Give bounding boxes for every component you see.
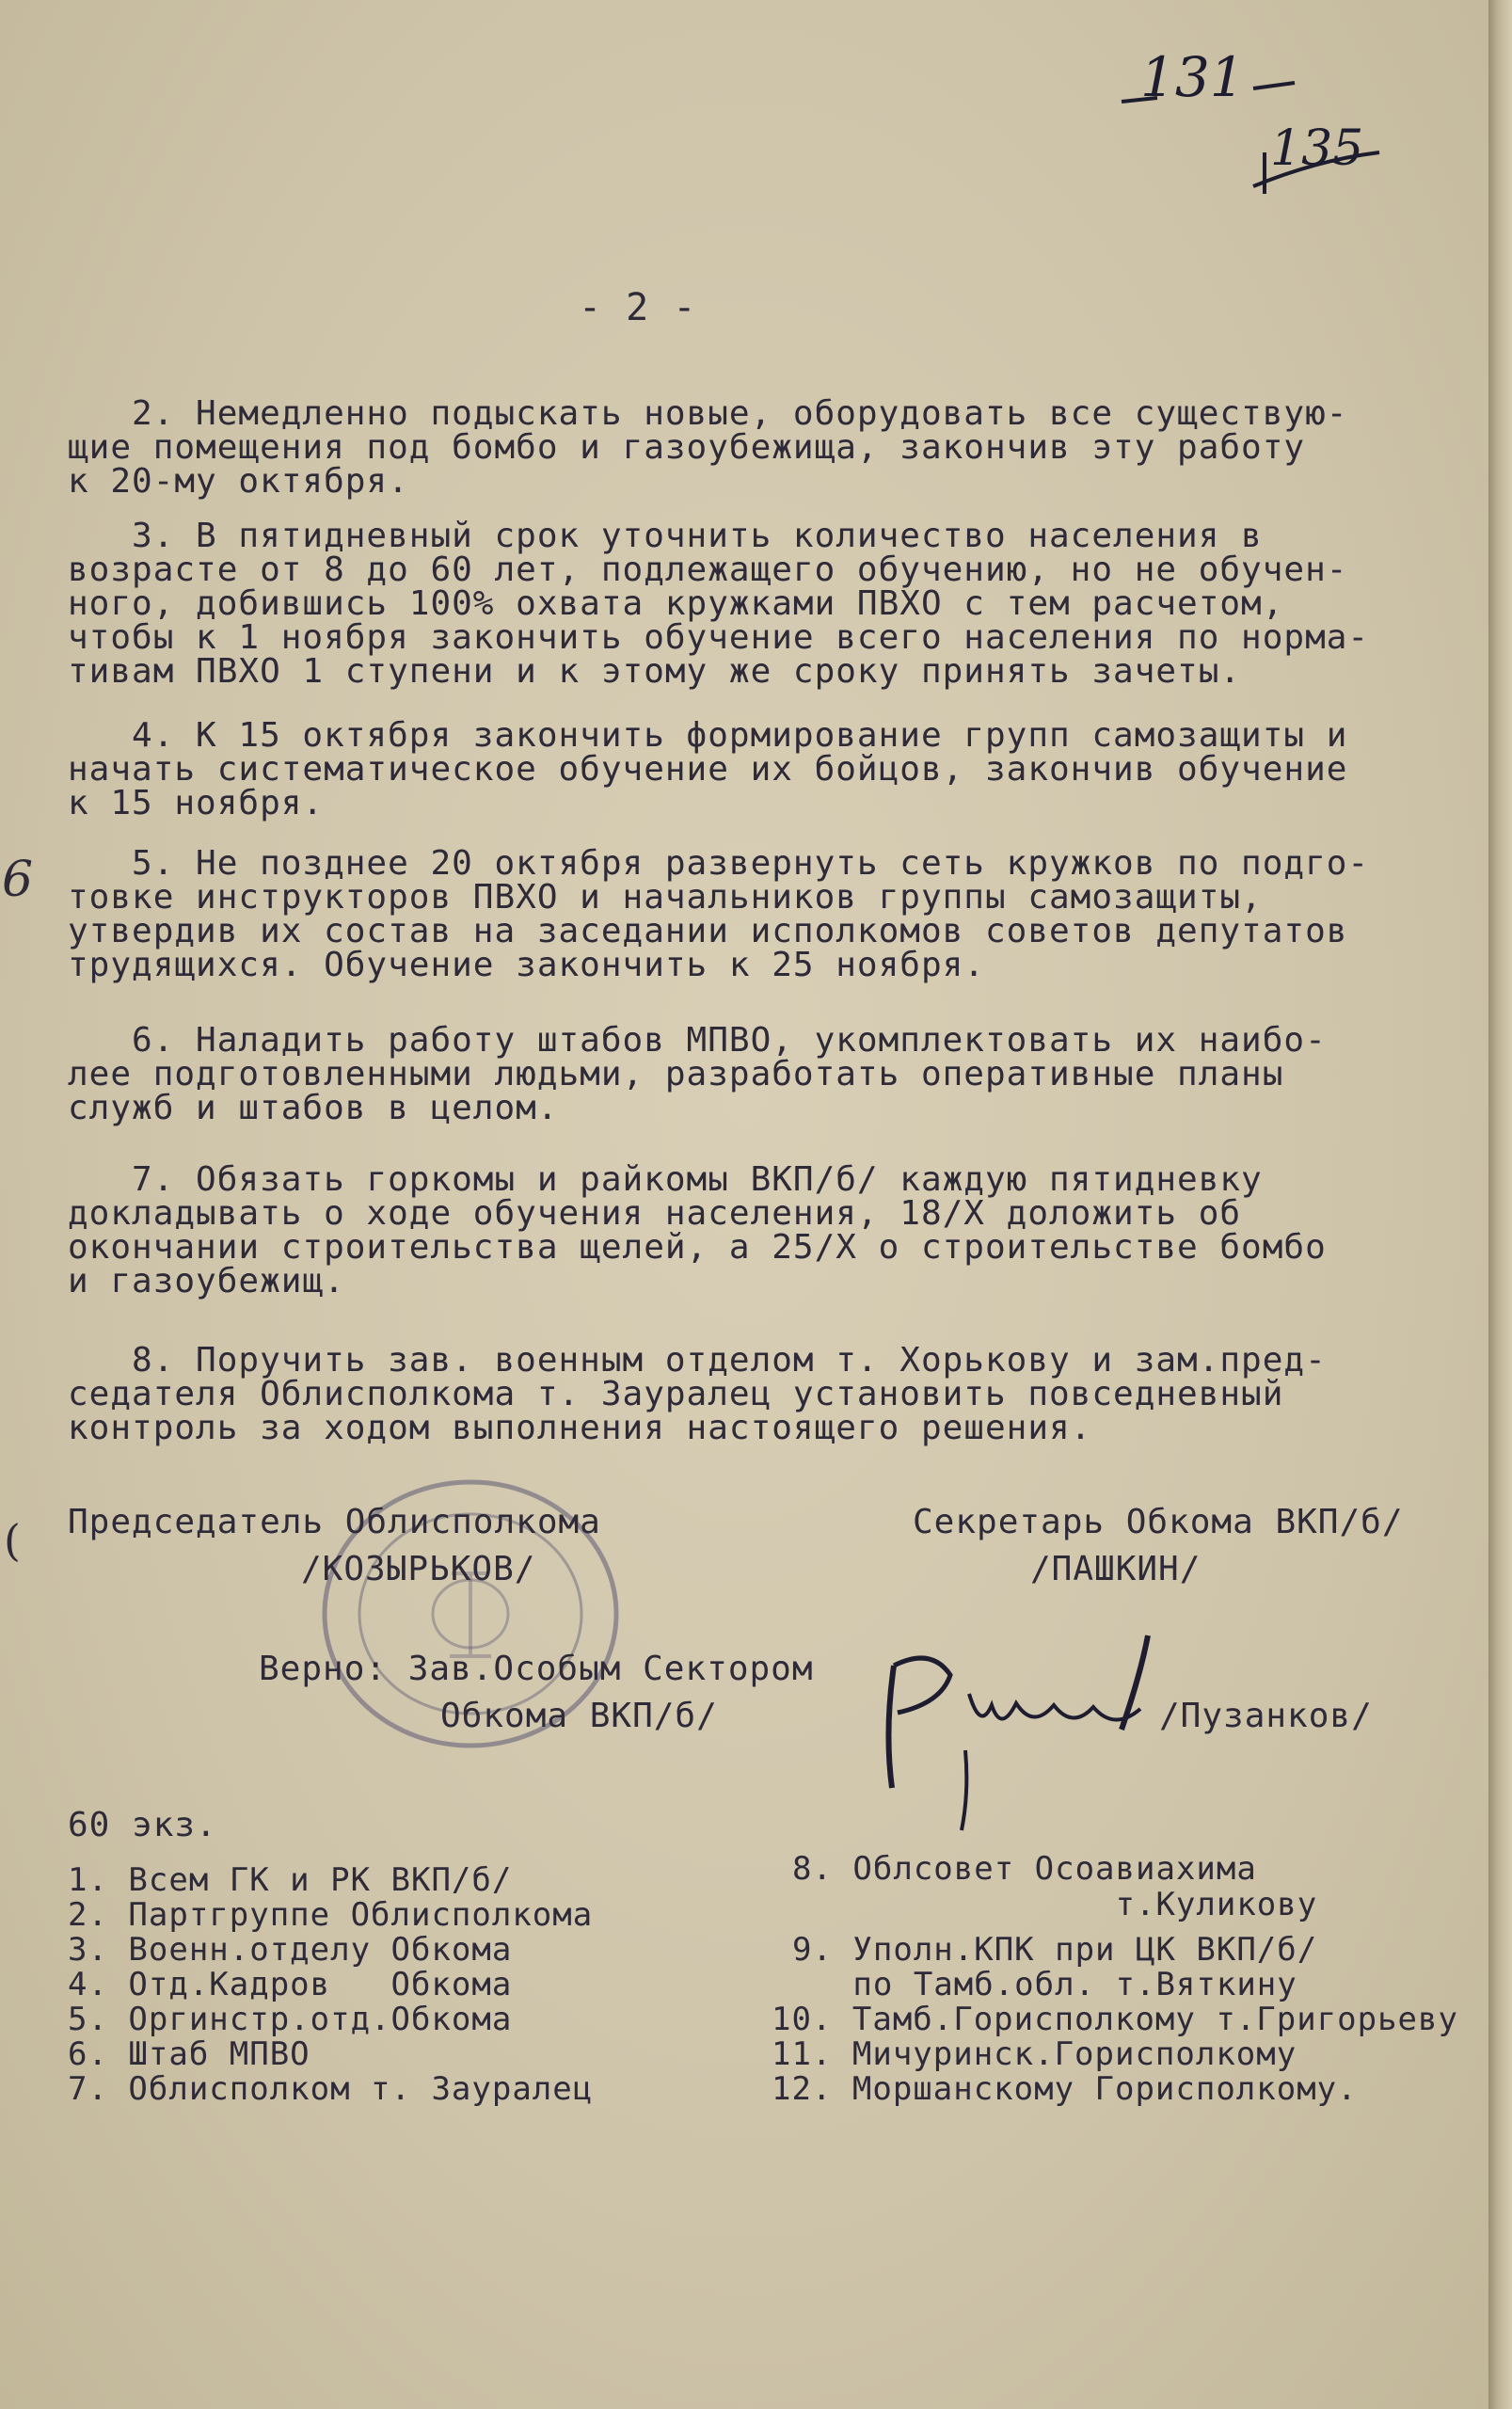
item-6-line: служб и штабов в целом. [68,1089,559,1127]
item-2-line: к 20-му октября. [68,462,409,501]
item-6-line: 6. Наладить работу штабов МПВО, укомплектовать их наибо- [68,1021,1327,1060]
item-2-line: щие помещения под бомбо и газоубежища, закончив эту работу [68,428,1306,467]
margin-mark-bracket: ( [4,1515,21,1566]
distribution-item: 12. Моршанскому Горисполкому. [772,2070,1358,2108]
item-3-line: 3. В пятидневный срок уточнить количество населения в [68,517,1263,555]
page-edge [1488,0,1512,2409]
distribution-item: по Тамб.обл. т.Вяткину [792,1966,1297,2003]
item-7-line: окончании строительства щелей, а 25/Х о строительстве бомбо [68,1228,1327,1267]
item-7-line: и газоубежищ. [68,1262,345,1300]
item-5-line: товке инструкторов ПВХО и начальников группы самозащиты, [68,878,1263,917]
page-number: - 2 - [579,286,697,329]
item-3-line: возрасте от 8 до 60 лет, подлежащего обучению, но не обучен- [68,550,1348,589]
distribution-item: 9. Уполн.КПК при ЦК ВКП/б/ [792,1931,1318,1969]
chairman-title: Председатель Облисполкома [68,1503,601,1541]
signature-strokes [875,1628,1186,1835]
distribution-item: 4. Отд.Кадров Обкома [68,1966,513,2003]
distribution-item: 3. Военн.отделу Обкома [68,1931,513,1969]
distribution-item: 1. Всем ГК и РК ВКП/б/ [68,1861,513,1899]
distribution-item: 5. Оргинстр.отд.Обкома [68,2001,513,2038]
secretary-title: Секретарь Обкома ВКП/б/ [913,1503,1404,1541]
distribution-item: 6. Штаб МПВО [68,2035,310,2073]
item-3-line: тивам ПВХО 1 ступени и к этому же сроку принять зачеты. [68,652,1242,691]
distribution-item: 8. Облсовет Осоавиахима [792,1850,1257,1888]
item-4-line: 4. К 15 октября закончить формирование групп самозащиты и [68,716,1348,755]
item-5-line: 5. Не позднее 20 октября развернуть сеть кружков по подго- [68,844,1370,883]
item-8-line: седателя Облисполкома т. Зауралец установить повседневный [68,1375,1284,1413]
distribution-item: т.Куликову [792,1886,1318,1923]
item-7-line: докладывать о ходе обучения населения, 18/Х доложить об [68,1194,1242,1233]
archive-number-current: 131 [1140,45,1245,109]
chairman-name: /КОЗЫРЬКОВ/ [301,1550,536,1588]
distribution-item: 11. Мичуринск.Горисполкому [772,2035,1297,2073]
item-4-line: начать систематическое обучение их бойцов, закончив обучение [68,750,1348,789]
archive-number-previous: 135 [1270,120,1364,177]
item-8-line: контроль за ходом выполнения настоящего решения. [68,1409,1092,1447]
item-2-line: 2. Немедленно подыскать новые, оборудовать все существую- [68,394,1348,433]
item-3-line: чтобы к 1 ноября закончить обучение всего населения по норма- [68,618,1370,657]
distribution-item: 7. Облисполком т. Зауралец [68,2070,594,2108]
copies-count: 60 экз. [68,1806,217,1844]
archive-number-dash [1120,56,1298,113]
item-5-line: трудящихся. Обучение закончить к 25 ноября. [68,946,985,984]
item-3-line: ного, добившись 100% охвата кружками ПВХО с тем расчетом, [68,584,1284,623]
certification-line: Обкома ВКП/б/ [440,1697,718,1735]
item-4-line: к 15 ноября. [68,784,325,822]
secretary-name: /ПАШКИН/ [1030,1550,1202,1588]
distribution-item: 10. Тамб.Горисполкому т.Григорьеву [772,2001,1458,2038]
certifier-name: /Пузанков/ [1159,1697,1373,1735]
item-8-line: 8. Поручить зав. военным отделом т. Хорькову и зам.пред- [68,1341,1327,1380]
certification-line: Верно: Зав.Особым Сектором [259,1650,814,1688]
margin-mark-6: 6 [2,852,34,908]
item-6-line: лее подготовленными людьми, разработать оперативные планы [68,1055,1284,1093]
distribution-item: 2. Партгруппе Облисполкома [68,1896,594,1934]
archive-number-strike [1251,132,1383,198]
item-5-line: утвердив их состав на заседании исполкомов советов депутатов [68,912,1348,950]
item-7-line: 7. Обязать горкомы и райкомы ВКП/б/ каждую пятидневку [68,1160,1263,1199]
